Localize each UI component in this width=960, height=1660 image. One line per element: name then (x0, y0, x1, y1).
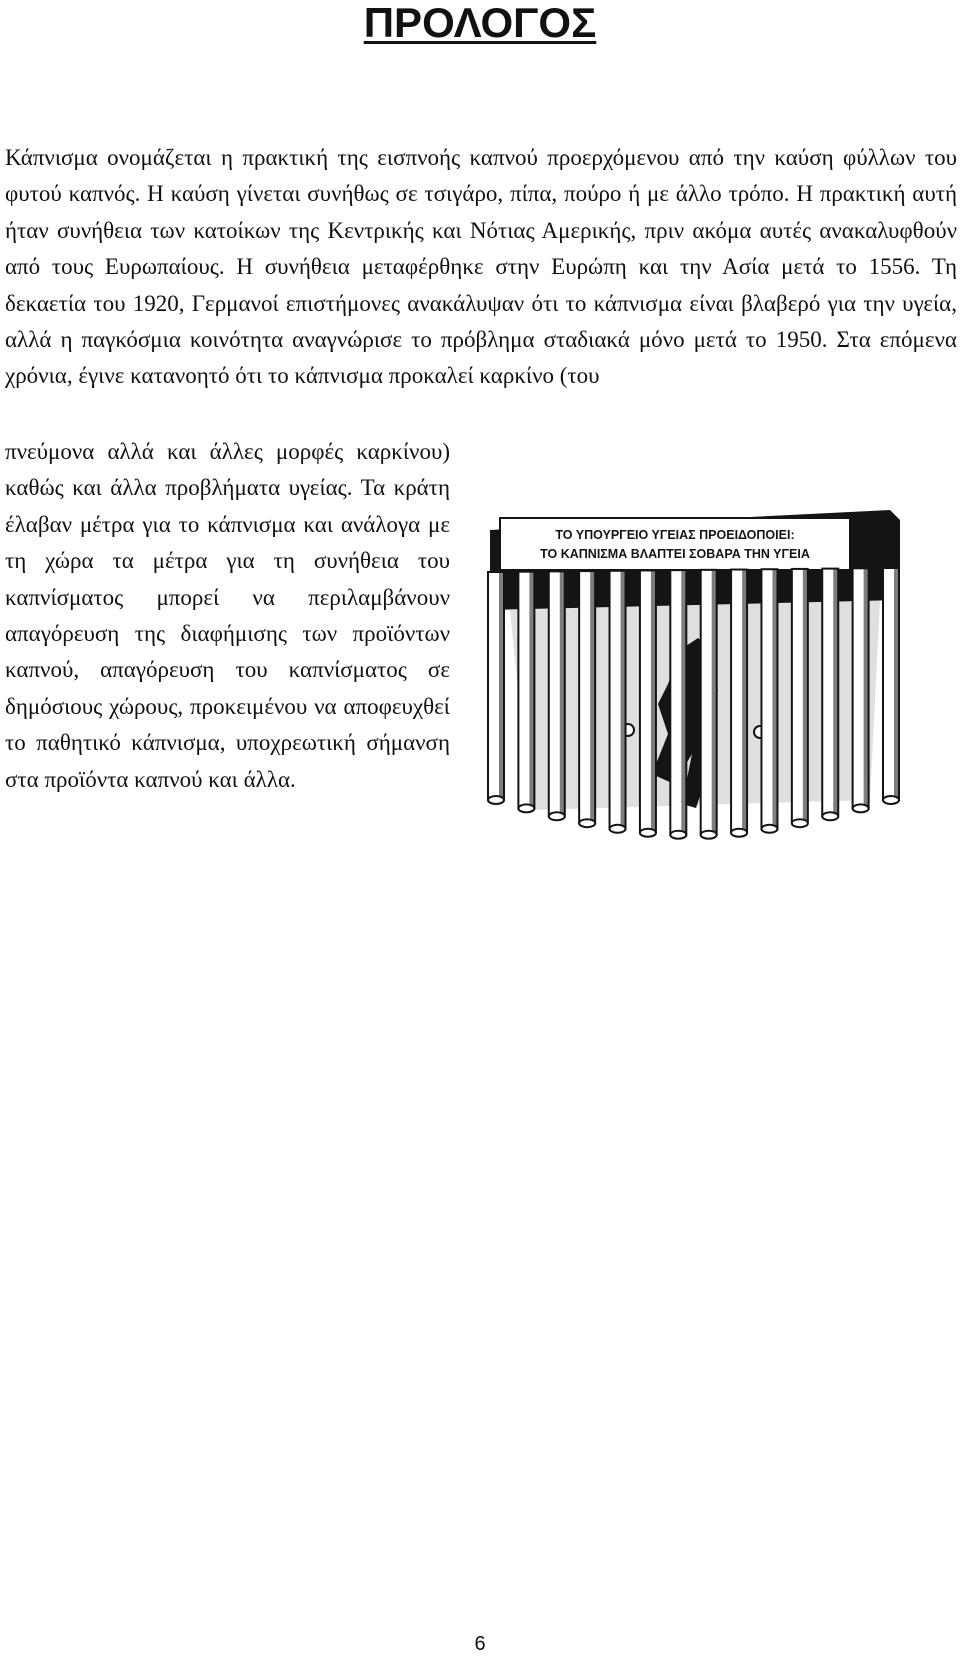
page-title: ΠΡΟΛΟΓΟΣ (363, 0, 597, 46)
cigarette-bar (731, 570, 747, 837)
warning-label-line-1: ΤΟ ΥΠΟΥΡΓΕΙΟ ΥΓΕΙΑΣ ΠΡΟΕΙΔΟΠΟΙΕΙ: (555, 528, 795, 542)
cigarette-bar (853, 568, 869, 812)
cigarette-bar (670, 570, 686, 839)
cigarette-bar (610, 571, 626, 833)
cigarette-cage-drawing (470, 500, 910, 900)
cigarette-bar (640, 570, 656, 836)
intro-paragraph-full-width: Κάπνισμα ονομάζεται η πρακτική της εισπνοής καπνού προερχόμενου από την καύση φύλλων του φυτού καπνός. Η καύση γίνεται συνήθως σε τσιγάρο, πίπα, πούρο ή με άλλο τρόπο. Η πρακτική αυτή ήταν συνήθεια των κατοίκων της Κεντρικής και Νότιας Αμερικής, πριν ακόμα αυτές ανακαλυφθούν από τους Ευρωπαίους. Η συνήθεια μεταφέρθηκε στην Ευρώπη και την Ασία μετά το 1556. Τη δεκαετία του 1920, Γερμανοί επιστήμονες ανακάλυψαν ότι το κάπνισμα είναι βλαβερό για την υγεία, αλλά η παγκόσμια κοινότητα αναγνώρισε το πρόβλημα σταδιακά μόνο μετά το 1950. Στα επόμενα χρόνια, έγινε κατανοητό ότι το κάπνισμα προκαλεί καρκίνο (του (5, 145, 957, 389)
cigarette-bar (549, 571, 565, 820)
warning-label-plate (500, 518, 850, 570)
page-number: 6 (474, 1633, 486, 1655)
cigarette-bar (488, 572, 504, 804)
cigarette-bar (579, 571, 595, 827)
cigarette-bar (518, 572, 534, 813)
cigarette-bar (701, 570, 717, 839)
warning-label-line-2: ΤΟ ΚΑΠΝΙΣΜΑ ΒΛΑΠΤΕΙ ΣΟΒΑΡΑ ΤΗΝ ΥΓΕΙΑ (540, 547, 810, 561)
cigarette-bar (822, 569, 838, 821)
cigarette-bar (792, 569, 808, 827)
intro-paragraph-beside-figure: πνεύμονα αλλά και άλλες μορφές καρκίνου) καθώς και άλλα προβλήματα υγείας. Τα κράτη έλαβαν μέτρα για το κάπνισμα και ανάλογα με τη χώρα τα μέτρα για τη συνήθεια του καπνίσματος μπορεί να περιλαμβάνουν απαγόρευση της διαφήμισης των προϊόντων καπνού, απαγόρευση του καπνίσματος σε δημόσιους χώρους, προκειμένου να αποφευχθεί το παθητικό κάπνισμα, υποχρεωτική σήμανση στα προϊόντα καπνού και άλλα. (5, 439, 450, 792)
cigarette-cage-illustration (470, 500, 910, 900)
cigarette-bar (883, 568, 899, 804)
cigarette-bar (761, 569, 777, 833)
